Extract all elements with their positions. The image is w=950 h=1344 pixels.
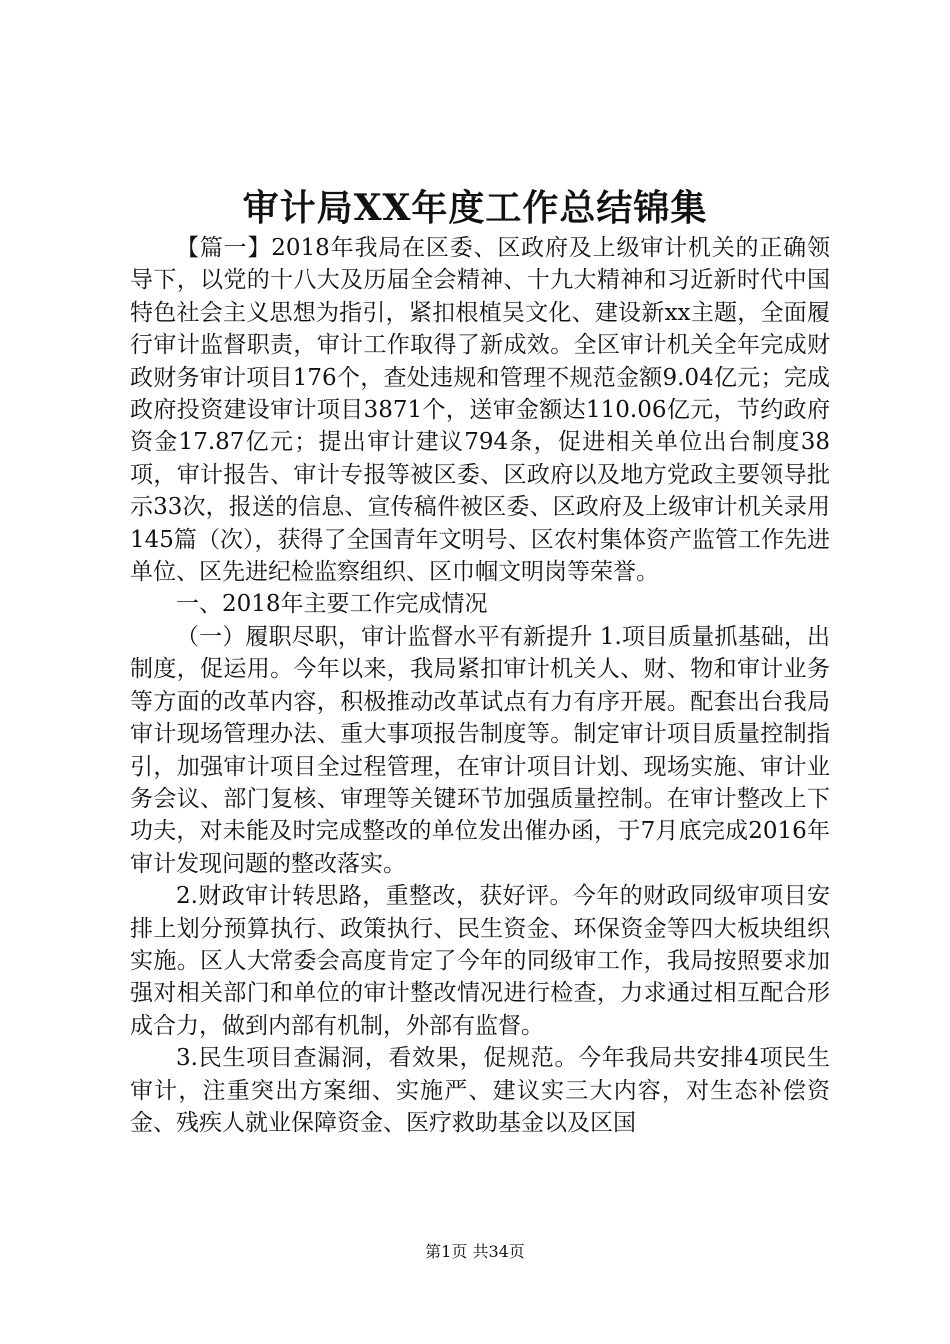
document-body (130, 232, 830, 1139)
paragraph-intro: 【篇一】2018年我局在区委、区政府及上级审计机关的正确领导下，以党的十八大及历届全会精神、十九大精神和习近新时代中国特色社会主义思想为指引，紧扣根植吴文化、建设新xx主题，全面履行审计监督职责，审计工作取得了新成效。全区审计机关全年完成财政财务审计项目176个，查处违规和管理不规范金额9.04亿元；完成政府投资建设审计项目3871个，送审金额达110.06亿元，节约政府资金17.87亿元；提出审计建议794条，促进相关单位出台制度38项，审计报告、审计专报等被区委、区政府以及地方党政主要领导批示33次，报送的信息、宣传稿件被区委、区政府及上级审计机关录用145篇（次），获得了全国青年文明号、区农村集体资产监管工作先进单位、区先进纪检监察组织、区巾帼文明岗等荣誉。 (130, 235, 830, 586)
paragraph-item-3: 3.民生项目查漏洞，看效果，促规范。今年我局共安排4项民生审计，注重突出方案细、实施严、建议实三大内容，对生态补偿资金、残疾人就业保障资金、医疗救助基金以及区国 (130, 1045, 830, 1136)
section-heading: 一、2018年主要工作完成情况 (176, 591, 488, 618)
paragraph-item-1: （一）履职尽职，审计监督水平有新提升 1.项目质量抓基础，出制度，促运用。今年以来，我局紧扣审计机关人、财、物和审计业务等方面的改革内容，积极推动改革试点有力有序开展。配套出台我局审计现场管理办法、重大事项报告制度等。制定审计项目质量控制指引，加强审计项目全过程管理，在审计项目计划、现场实施、审计业务会议、部门复核、审理等关键环节加强质量控制。在审计整改上下功夫，对未能及时完成整改的单位发出催办函，于7月底完成2016年审计发现问题的整改落实。 (130, 623, 830, 877)
page-footer: 第1页 共34页 (425, 1242, 525, 1261)
document-title: 审计局XX年度工作总结锦集 (242, 187, 708, 229)
paragraph-item-2: 2.财政审计转思路，重整改，获好评。今年的财政同级审项目安排上划分预算执行、政策执行、民生资金、环保资金等四大板块组织实施。区人大常委会高度肯定了今年的同级审工作，我局按照要求加强对相关部门和单位的审计整改情况进行检查，力求通过相互配合形成合力，做到内部有机制，外部有监督。 (130, 883, 830, 1039)
